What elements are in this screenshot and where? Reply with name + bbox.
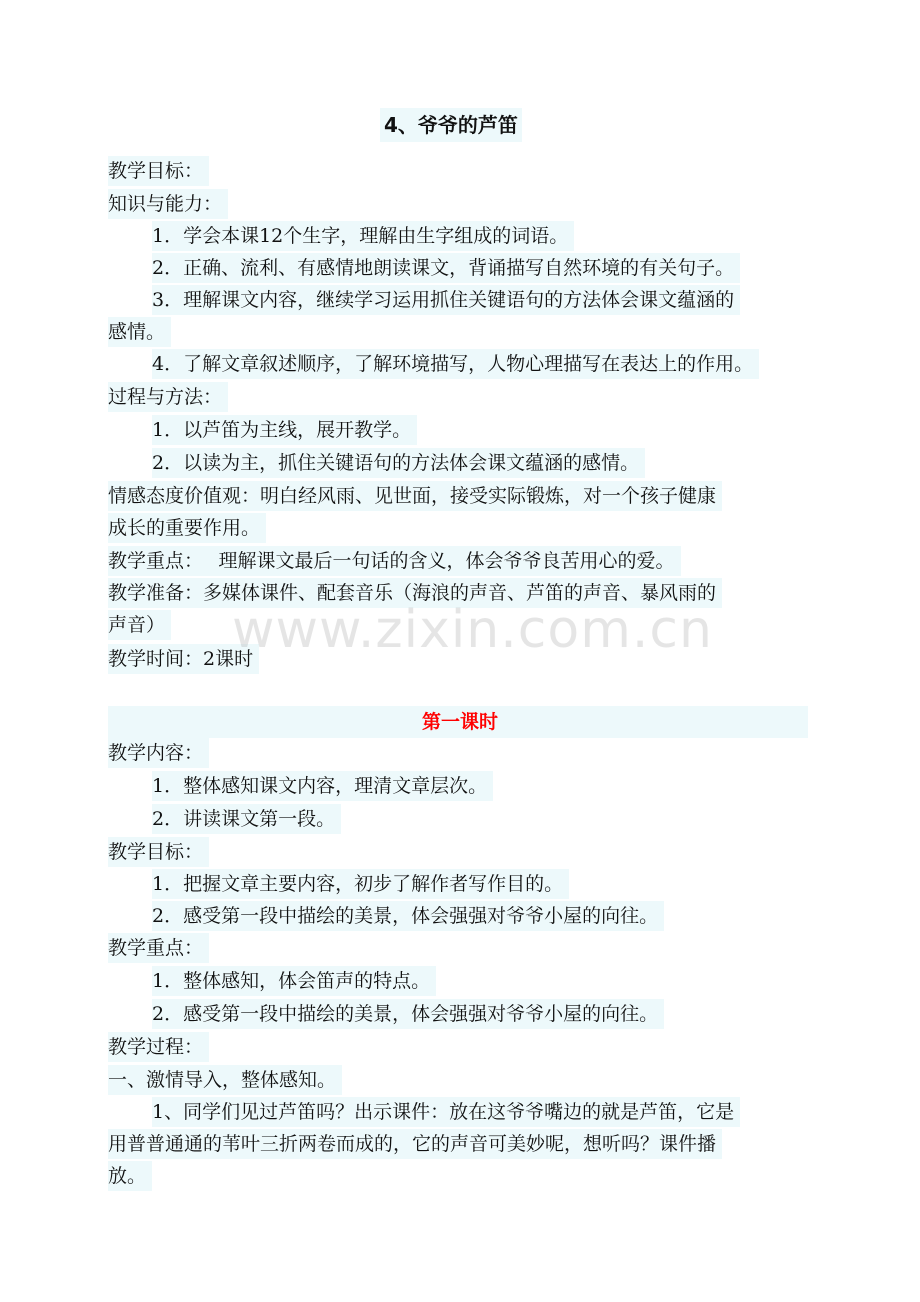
text-line: 成长的重要作用。 bbox=[108, 513, 266, 543]
text-line: 声音） bbox=[108, 610, 171, 640]
text-line: 放。 bbox=[108, 1161, 152, 1191]
text-line: 教学重点： bbox=[108, 933, 209, 963]
text-line: 教学时间：2课时 bbox=[108, 644, 259, 674]
text-line: 用普普通通的苇叶三折两卷而成的，它的声音可美妙呢，想听吗？课件播 bbox=[108, 1129, 722, 1159]
text-line: 1、同学们见过芦笛吗？出示课件：放在这爷爷嘴边的就是芦笛，它是 bbox=[152, 1097, 740, 1127]
text-line: 1．把握文章主要内容，初步了解作者写作目的。 bbox=[152, 869, 569, 899]
text-line: 2．感受第一段中描绘的美景，体会强强对爷爷小屋的向往。 bbox=[152, 901, 664, 931]
text-line: 2．感受第一段中描绘的美景，体会强强对爷爷小屋的向往。 bbox=[152, 999, 664, 1029]
text-line: 情感态度价值观：明白经风雨、见世面，接受实际锻炼，对一个孩子健康 bbox=[108, 481, 722, 511]
text-line: 教学目标： bbox=[108, 837, 209, 867]
text-line: 教学内容： bbox=[108, 738, 209, 768]
watermark: www.zixin.com.cn bbox=[232, 600, 713, 660]
text-line: 教学重点： 理解课文最后一句话的含义，体会爷爷良苦用心的爱。 bbox=[108, 546, 681, 576]
text-line: 3．理解课文内容，继续学习运用抓住关键语句的方法体会课文蕴涵的 bbox=[152, 285, 740, 315]
text-line: 1．整体感知课文内容，理清文章层次。 bbox=[152, 771, 493, 801]
section-title: 第一课时 bbox=[421, 711, 498, 733]
text-line: 教学过程： bbox=[108, 1032, 209, 1062]
text-line: 过程与方法： bbox=[108, 382, 228, 412]
text-line: 4．了解文章叙述顺序，了解环境描写，人物心理描写在表达上的作用。 bbox=[152, 349, 759, 379]
text-line: 2．讲读课文第一段。 bbox=[152, 804, 341, 834]
text-line: 教学准备：多媒体课件、配套音乐（海浪的声音、芦笛的声音、暴风雨的 bbox=[108, 578, 722, 608]
text-line: 2．以读为主，抓住关键语句的方法体会课文蕴涵的感情。 bbox=[152, 448, 645, 478]
text-line: 1．学会本课12个生字，理解由生字组成的词语。 bbox=[152, 221, 574, 251]
text-line: 教学目标： bbox=[108, 156, 209, 186]
text-line: 1．以芦笛为主线，展开教学。 bbox=[152, 415, 417, 445]
text-line: 一、激情导入，整体感知。 bbox=[108, 1065, 342, 1095]
document-title: 4、爷爷的芦笛 bbox=[380, 108, 522, 142]
text-line: 1．整体感知，体会笛声的特点。 bbox=[152, 966, 436, 996]
text-line: 感情。 bbox=[108, 317, 171, 347]
text-line: 2．正确、流利、有感情地朗读课文，背诵描写自然环境的有关句子。 bbox=[152, 253, 740, 283]
text-line: 知识与能力： bbox=[108, 189, 228, 219]
